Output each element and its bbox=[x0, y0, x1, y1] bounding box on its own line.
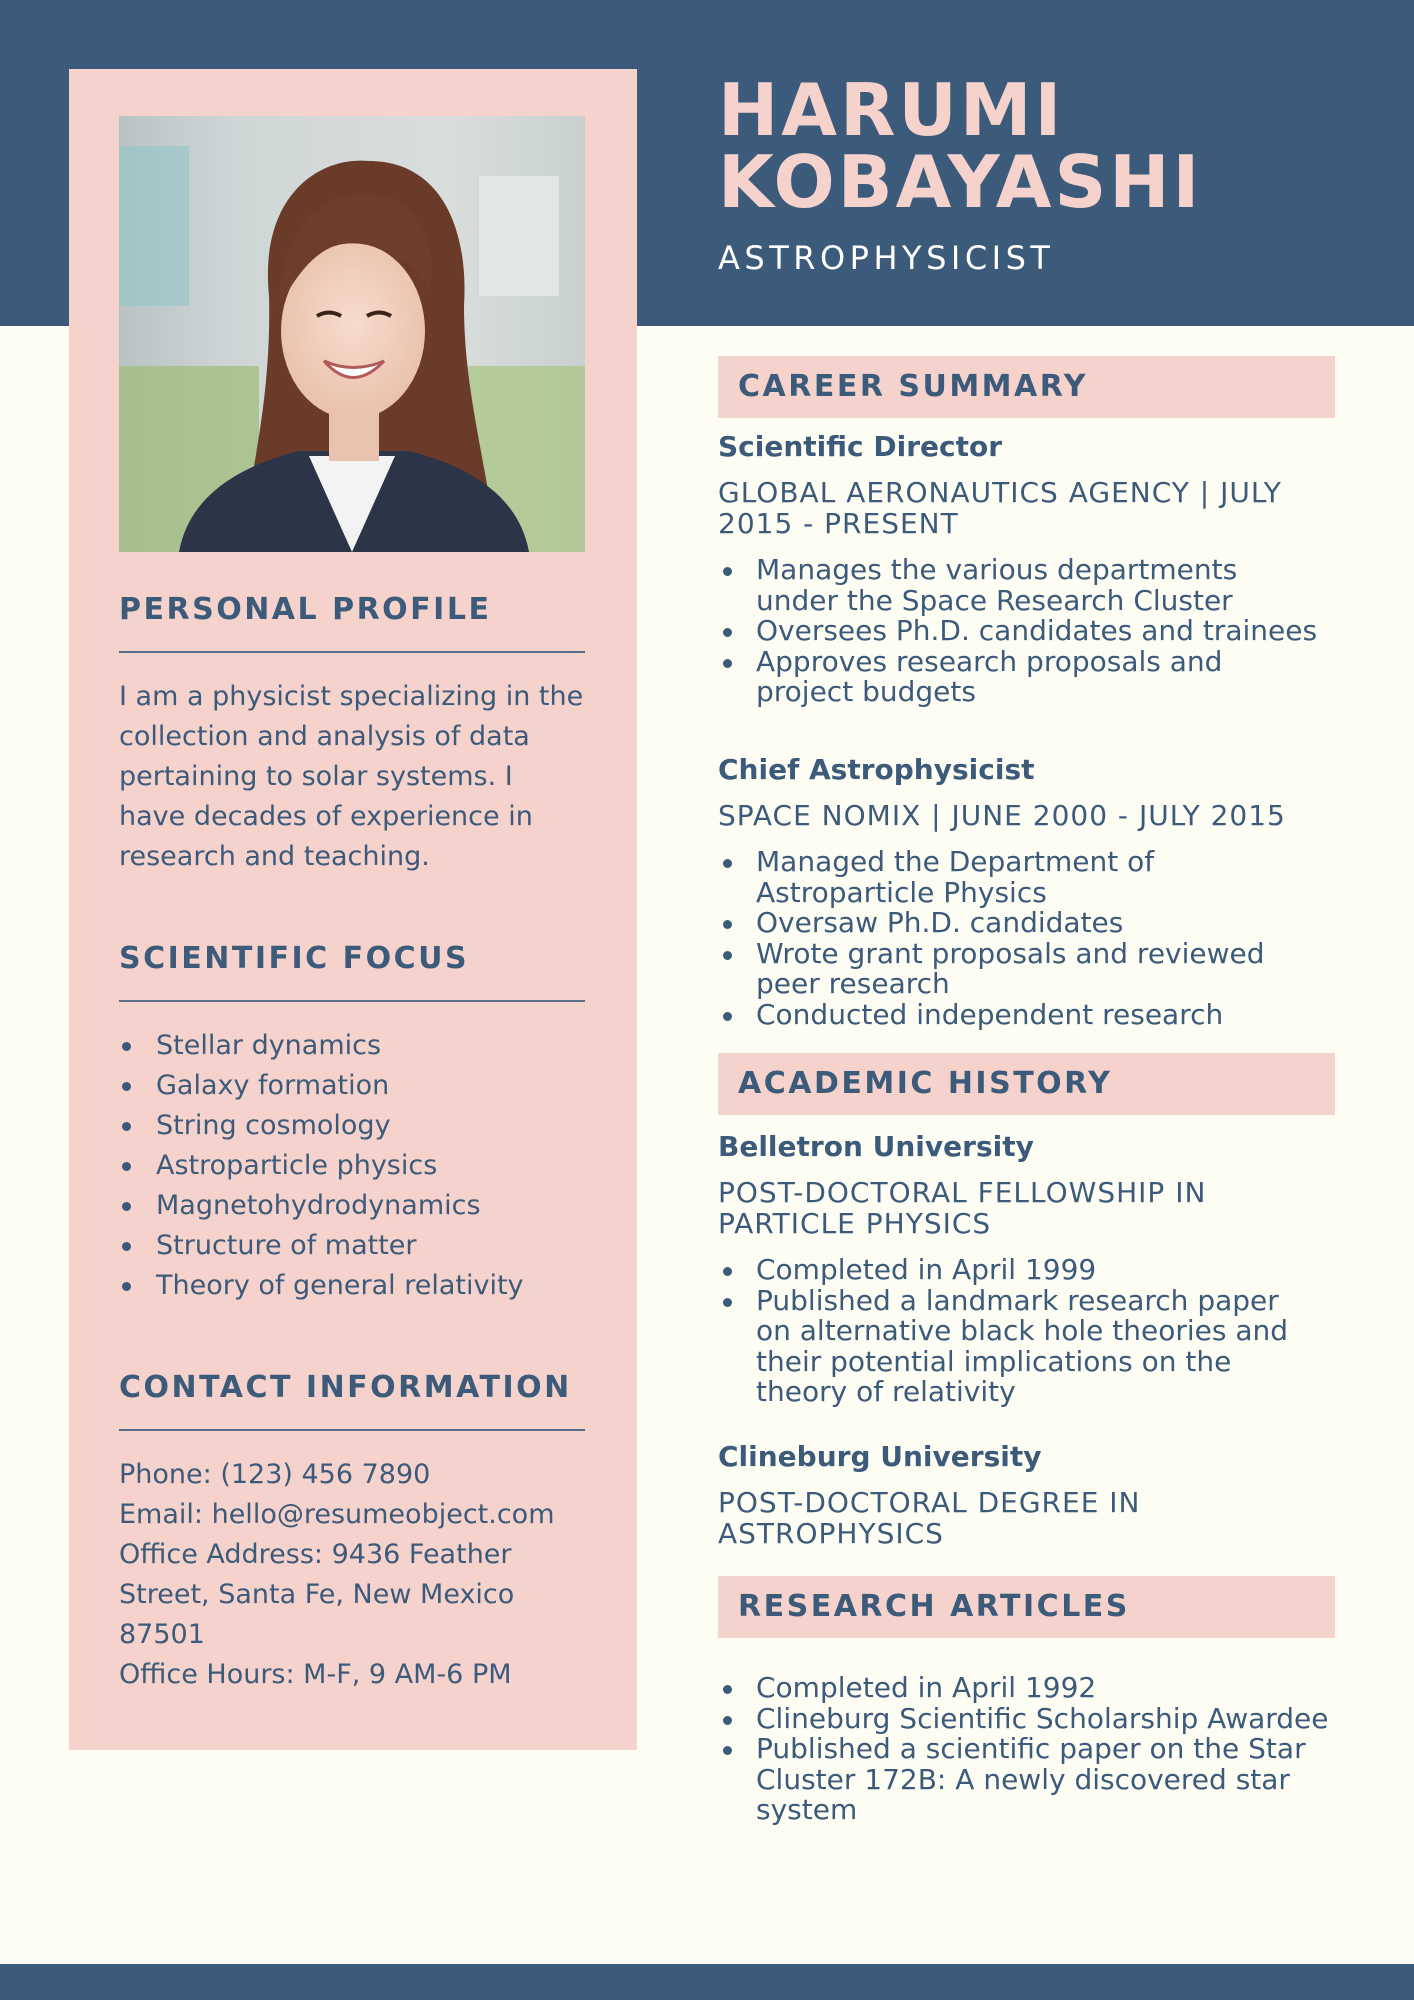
degree: POST-DOCTORAL FELLOWSHIP IN PARTICLE PHYSICS bbox=[718, 1176, 1207, 1240]
job-entry bbox=[718, 429, 1358, 708]
profile-heading: PERSONAL PROFILE bbox=[119, 592, 492, 627]
contact-divider bbox=[119, 1429, 585, 1431]
list-item: Oversaw Ph.D. candidates bbox=[718, 908, 1358, 939]
profile-section bbox=[119, 590, 585, 877]
sidebar-panel bbox=[69, 69, 637, 1750]
list-item: Magnetohydrodynamics bbox=[119, 1186, 585, 1226]
profile-text: I am a physicist specializing in the collection and analysis of data pertaining to solar systems. I have decades of experience in research and teaching. bbox=[119, 681, 584, 872]
research-bullets bbox=[718, 1673, 1358, 1826]
job-title: ASTROPHYSICIST bbox=[718, 239, 1055, 277]
focus-divider bbox=[119, 1000, 585, 1002]
contact-section bbox=[119, 1368, 585, 1695]
list-item: Structure of matter bbox=[119, 1226, 585, 1266]
job-entry bbox=[718, 752, 1358, 1030]
contact-address-line: Street, Santa Fe, New Mexico bbox=[119, 1579, 515, 1610]
research-entry bbox=[718, 1673, 1358, 1826]
focus-list bbox=[119, 1026, 585, 1306]
academic-entry bbox=[718, 1439, 1358, 1549]
academic-entry bbox=[718, 1129, 1358, 1408]
profile-divider bbox=[119, 651, 585, 653]
job-bullets bbox=[718, 555, 1358, 708]
focus-section bbox=[119, 939, 585, 1306]
name-block bbox=[718, 68, 1378, 278]
job-title: Scientific Director bbox=[718, 430, 1003, 463]
job-org: SPACE NOMIX | JUNE 2000 - JULY 2015 bbox=[718, 799, 1286, 832]
research-heading-bar bbox=[718, 1576, 1335, 1638]
degree: POST-DOCTORAL DEGREE IN ASTROPHYSICS bbox=[718, 1486, 1141, 1550]
list-item: Stellar dynamics bbox=[119, 1026, 585, 1066]
school-name: Belletron University bbox=[718, 1130, 1034, 1163]
name-first: HARUMI bbox=[718, 68, 1065, 152]
academic-heading-bar bbox=[718, 1053, 1335, 1115]
contact-lines bbox=[119, 1455, 585, 1695]
job-title: Chief Astrophysicist bbox=[718, 753, 1035, 786]
contact-hours: Office Hours: M-F, 9 AM-6 PM bbox=[119, 1659, 512, 1690]
portrait-photo bbox=[119, 116, 585, 552]
contact-address-line: Office Address: 9436 Feather bbox=[119, 1539, 512, 1570]
list-item: Conducted independent research bbox=[718, 1000, 1358, 1031]
list-item: Theory of general relativity bbox=[119, 1266, 585, 1306]
career-heading-bar bbox=[718, 356, 1335, 418]
focus-heading: SCIENTIFIC FOCUS bbox=[119, 941, 470, 976]
school-name: Clineburg University bbox=[718, 1440, 1042, 1473]
list-item: Wrote grant proposals and reviewed peer research bbox=[718, 939, 1336, 1000]
list-item: Approves research proposals and project budgets bbox=[718, 647, 1326, 708]
list-item: String cosmology bbox=[119, 1106, 585, 1146]
list-item: Completed in April 1999 bbox=[718, 1255, 1358, 1286]
list-item: Clineburg Scientific Scholarship Awardee bbox=[718, 1704, 1358, 1735]
list-item: Manages the various departments under the Space Research Cluster bbox=[718, 555, 1316, 616]
academic-heading: ACADEMIC HISTORY bbox=[738, 1066, 1113, 1101]
list-item: Completed in April 1992 bbox=[718, 1673, 1358, 1704]
job-org: GLOBAL AERONAUTICS AGENCY | JULY 2015 - PRESENT bbox=[718, 476, 1282, 540]
list-item: Galaxy formation bbox=[119, 1066, 585, 1106]
contact-address-line: 87501 bbox=[119, 1619, 205, 1650]
job-bullets bbox=[718, 847, 1358, 1030]
contact-email: Email: hello@resumeobject.com bbox=[119, 1499, 555, 1530]
academic-bullets bbox=[718, 1255, 1358, 1408]
name-last: KOBAYASHI bbox=[718, 140, 1203, 224]
footer-band bbox=[0, 1964, 1414, 2000]
list-item: Published a scientific paper on the Star Cluster 172B: A newly discovered star system bbox=[718, 1734, 1356, 1826]
list-item: Astroparticle physics bbox=[119, 1146, 585, 1186]
list-item: Oversees Ph.D. candidates and trainees bbox=[718, 616, 1358, 647]
contact-heading: CONTACT INFORMATION bbox=[119, 1370, 572, 1405]
research-heading: RESEARCH ARTICLES bbox=[738, 1589, 1130, 1624]
contact-phone: Phone: (123) 456 7890 bbox=[119, 1459, 431, 1490]
list-item: Published a landmark research paper on alternative black hole theories and their potential implications on the theory of relativity bbox=[718, 1286, 1321, 1408]
list-item: Managed the Department of Astroparticle Physics bbox=[718, 847, 1336, 908]
career-heading: CAREER SUMMARY bbox=[738, 369, 1088, 404]
